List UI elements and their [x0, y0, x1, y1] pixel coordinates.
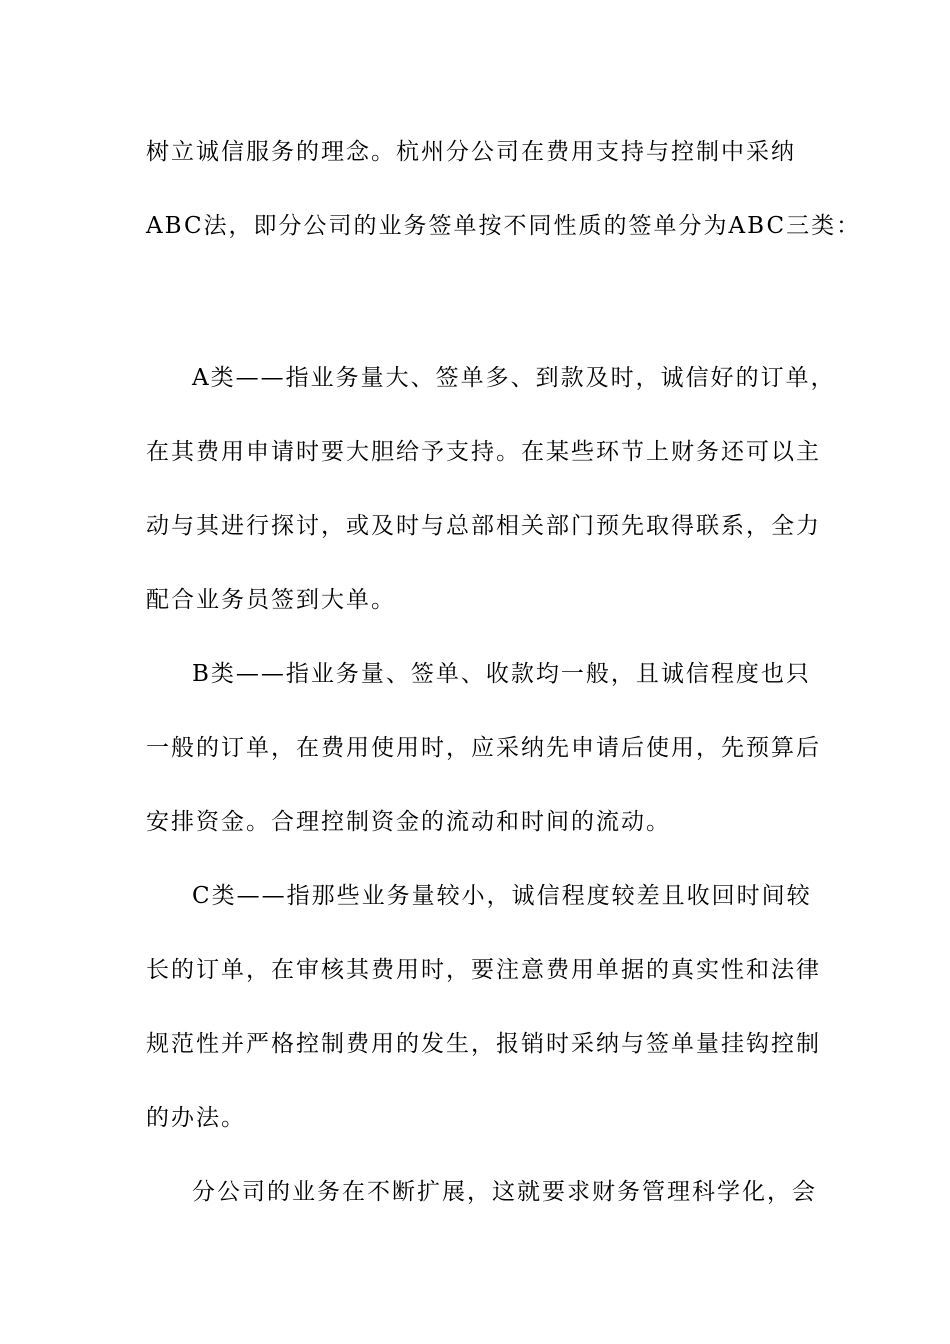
- paragraph-a-line-4: 配合业务员签到大单。: [146, 587, 396, 613]
- paragraph-c-line-1: C类——指那些业务量较小，诚信程度较差且收回时间较: [192, 883, 812, 909]
- paragraph-a-line-3: 动与其进行探讨，或及时与总部相关部门预先取得联系，全力: [146, 513, 821, 539]
- paragraph-b-line-1: B类——指业务量、签单、收款均一般，且诚信程度也只: [192, 661, 811, 687]
- paragraph-c-line-3: 规范性并严格控制费用的发生，报销时采纳与签单量挂钩控制: [146, 1031, 821, 1057]
- paragraph-b-line-3: 安排资金。合理控制资金的流动和时间的流动。: [146, 809, 671, 835]
- paragraph-c-line-4: 的办法。: [146, 1105, 246, 1131]
- paragraph-b-line-2: 一般的订单，在费用使用时，应采纳先申请后使用，先预算后: [146, 735, 821, 761]
- paragraph-intro-line-1: 树立诚信服务的理念。杭州分公司在费用支持与控制中采纳: [146, 139, 796, 165]
- paragraph-a-line-1: A类——指业务量大、签单多、到款及时，诚信好的订单，: [192, 365, 836, 391]
- paragraph-intro-line-2: ABC法，即分公司的业务签单按不同性质的签单分为ABC三类：: [146, 213, 862, 239]
- paragraph-closing-line-1: 分公司的业务在不断扩展，这就要求财务管理科学化，会: [192, 1179, 817, 1205]
- paragraph-c-line-2: 长的订单，在审核其费用时，要注意费用单据的真实性和法律: [146, 957, 821, 983]
- paragraph-a-line-2: 在其费用申请时要大胆给予支持。在某些环节上财务还可以主: [146, 439, 821, 465]
